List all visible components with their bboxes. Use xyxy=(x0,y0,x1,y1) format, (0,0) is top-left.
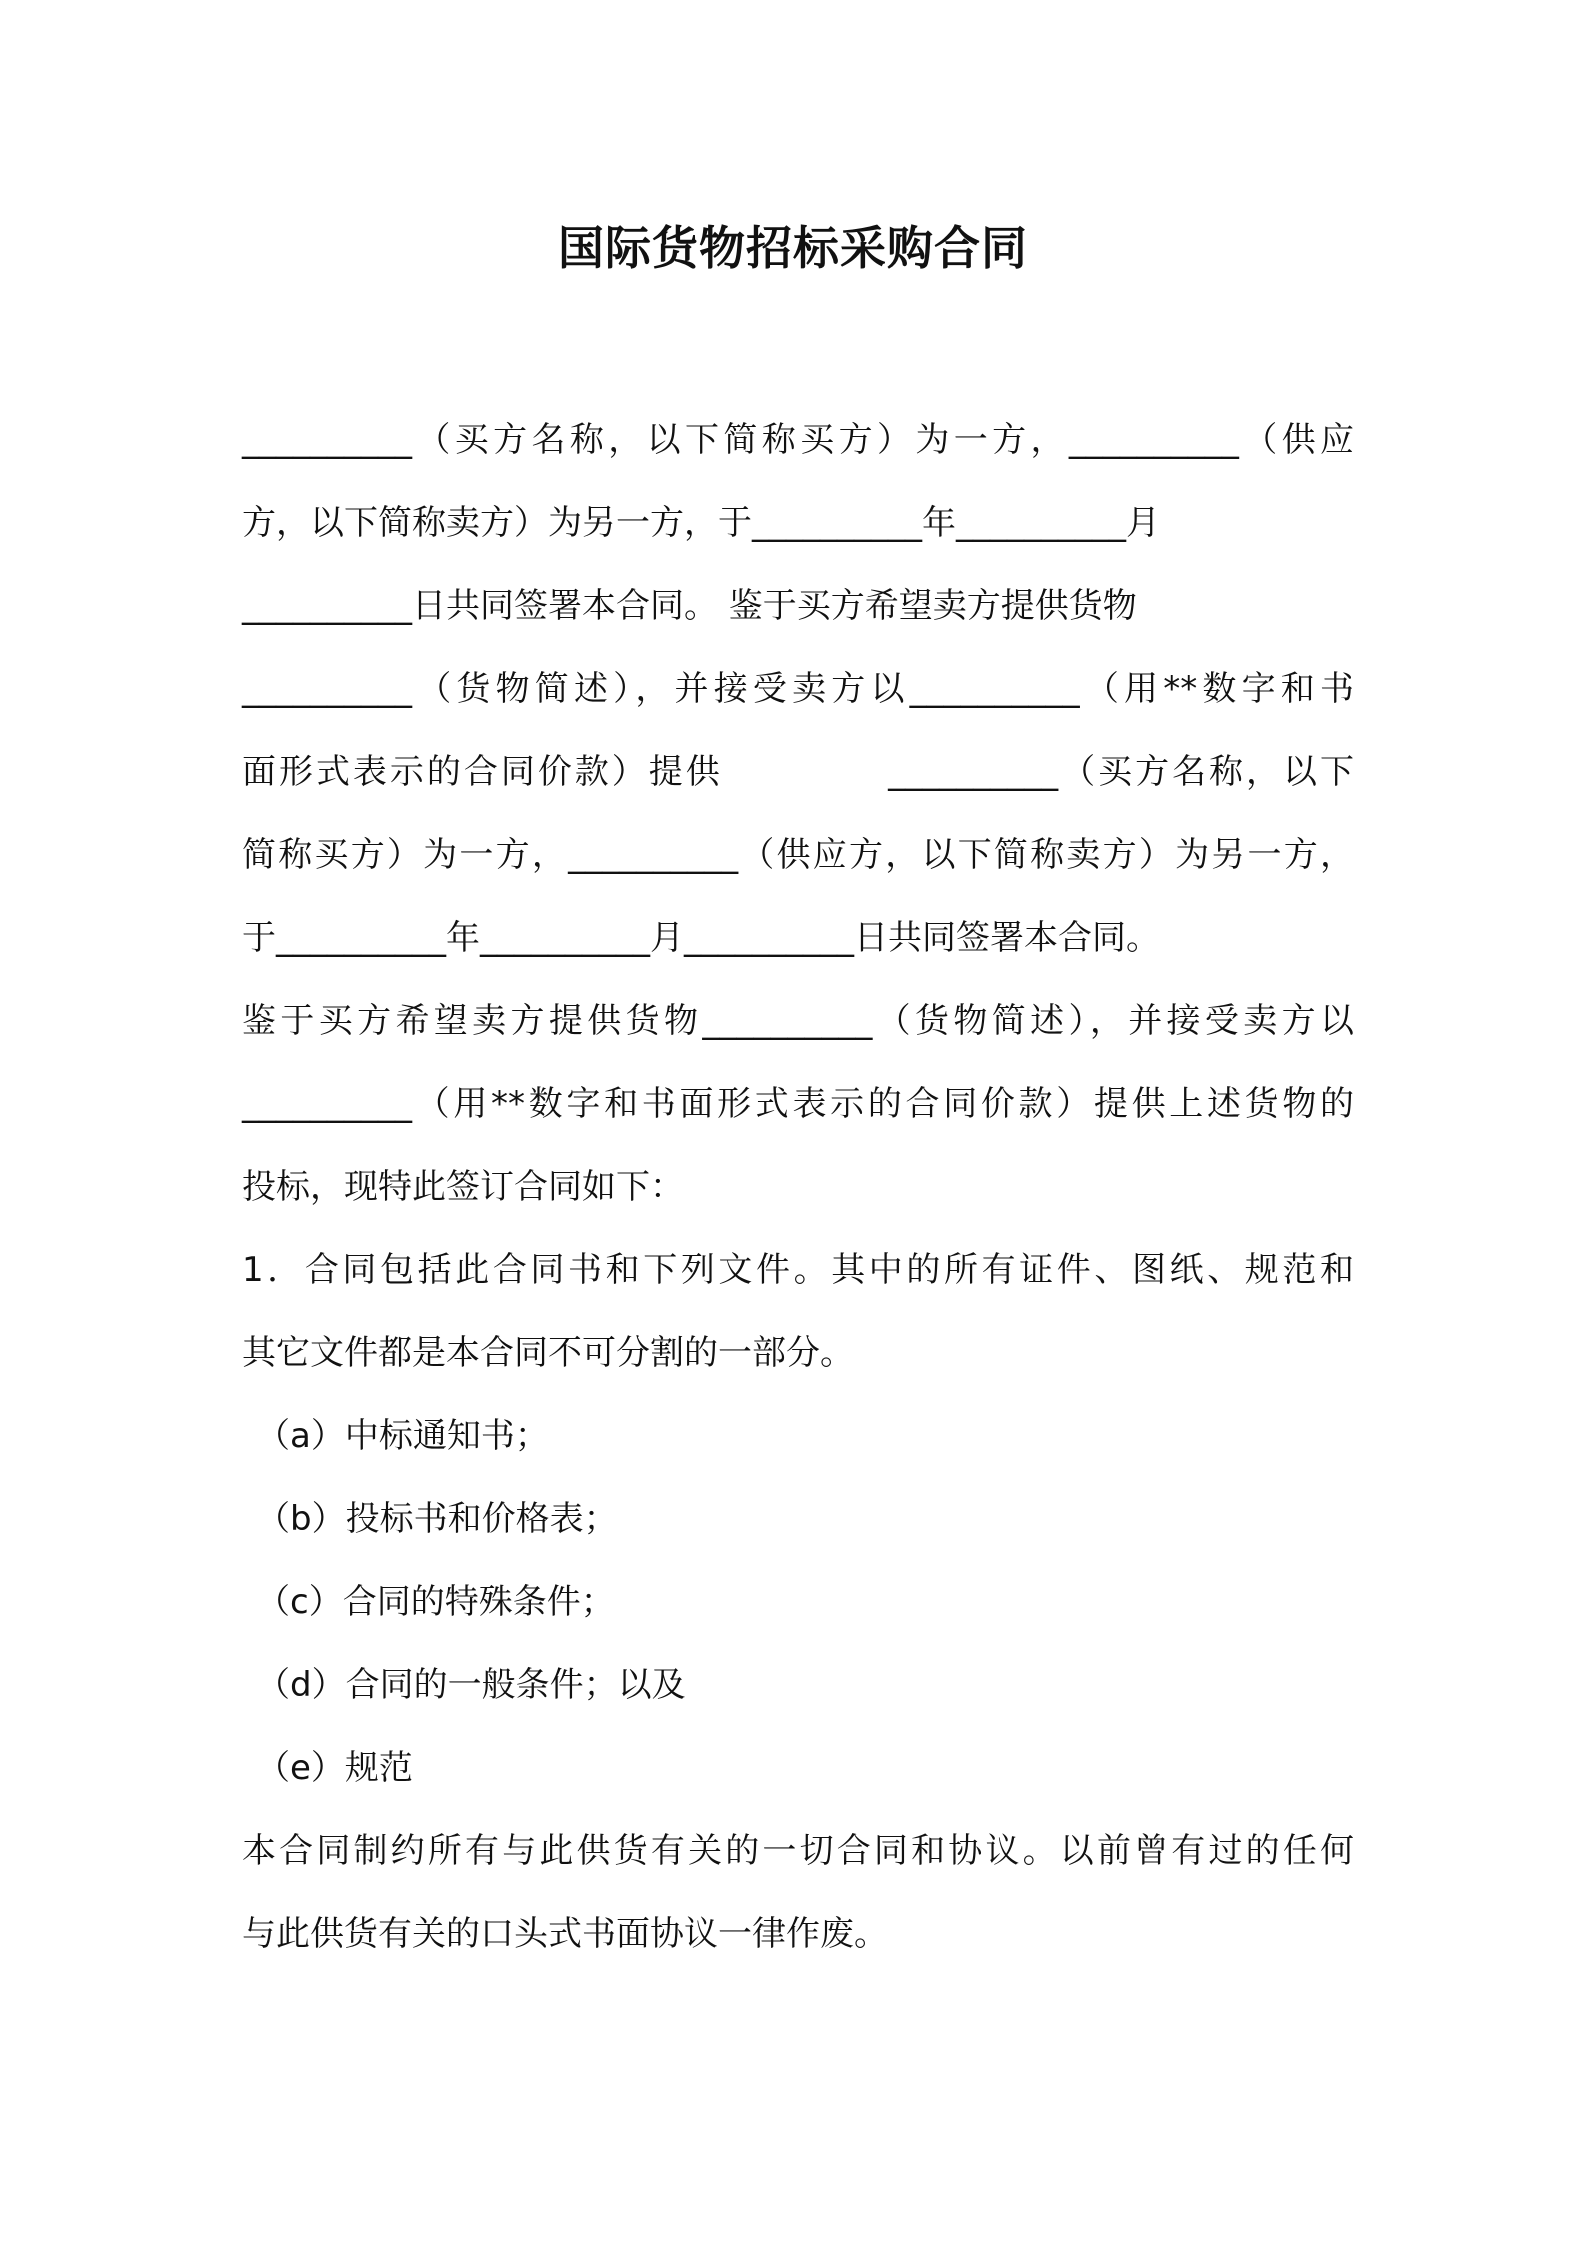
closing-line: 与此供货有关的口头式书面协议一律作废。 xyxy=(242,1914,888,1954)
clause-1-line: 其它文件都是本合同不可分割的一部分。 xyxy=(242,1333,854,1373)
list-item-d: （d）合同的一般条件；以及 xyxy=(256,1665,686,1705)
list-item-e: （e）规范 xyxy=(256,1748,413,1788)
clause-1-line: 1．合同包括此合同书和下列文件。其中的所有证件、图纸、规范和 xyxy=(242,1250,1354,1290)
body-line: 于__________年__________月__________日共同签署本合同。 xyxy=(242,918,1160,958)
body-line: __________（买方名称，以下简称买方）为一方，__________（供应 xyxy=(242,420,1354,460)
list-item-a: （a）中标通知书； xyxy=(256,1416,549,1456)
closing-line: 本合同制约所有与此供货有关的一切合同和协议。以前曾有过的任何 xyxy=(242,1831,1354,1871)
list-item-b: （b）投标书和价格表； xyxy=(256,1499,618,1539)
body-line: __________日共同签署本合同。 鉴于买方希望卖方提供货物 xyxy=(242,586,1137,626)
body-line: __________（货物简述），并接受卖方以__________（用**数字和书 xyxy=(242,669,1354,709)
body-line: 投标，现特此签订合同如下： xyxy=(242,1167,684,1207)
body-line: __________（用**数字和书面形式表示的合同价款）提供上述货物的 xyxy=(242,1084,1354,1124)
document-title: 国际货物招标采购合同 xyxy=(558,221,1028,275)
body-line: 简称买方）为一方，__________（供应方，以下简称卖方）为另一方， xyxy=(242,835,1354,875)
list-item-c: （c）合同的特殊条件； xyxy=(256,1582,615,1622)
body-line: 鉴于买方希望卖方提供货物__________（货物简述），并接受卖方以 xyxy=(242,1001,1354,1041)
body-line: 面形式表示的合同价款）提供 __________（买方名称，以下 xyxy=(242,752,1354,792)
body-line: 方，以下简称卖方）为另一方，于__________年__________月 xyxy=(242,503,1160,543)
